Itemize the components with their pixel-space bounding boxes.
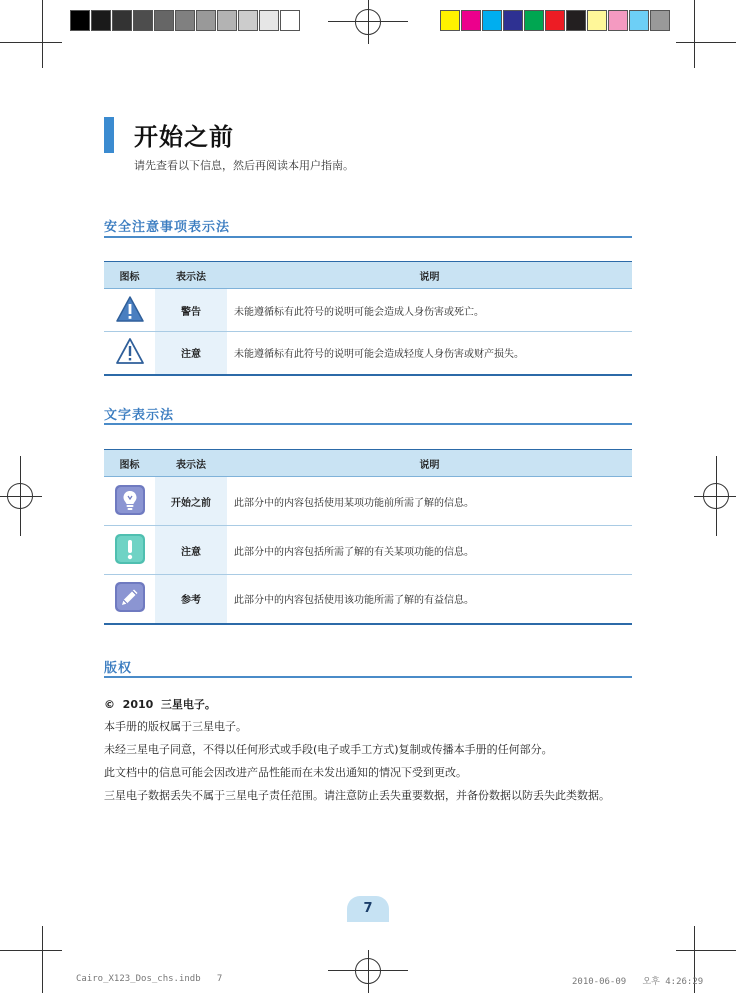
table-header-row [104, 450, 632, 477]
crop-mark [328, 970, 408, 971]
text-section-heading: 文字表示法 [104, 408, 175, 423]
title-accent-bar [104, 117, 114, 153]
icon-cell [104, 526, 155, 575]
table-header-row [104, 262, 632, 289]
footer-timestamp: 2010-06-09 오후 4:26:29 [572, 977, 704, 987]
gray-swatch [91, 10, 111, 31]
gray-swatch [280, 10, 300, 31]
description-cell: 未能遵循标有此符号的说明可能会造成人身伤害或死亡。 [227, 289, 632, 332]
gray-swatch [154, 10, 174, 31]
crop-mark [694, 496, 736, 497]
color-swatch-bar [440, 10, 671, 31]
notation-cell: 开始之前 [155, 477, 227, 526]
description-cell: 此部分中的内容包括使用该功能所需了解的有益信息。 [227, 575, 632, 624]
text-notation-table [104, 449, 632, 625]
table-row [104, 477, 632, 526]
table-row [104, 332, 632, 375]
table-row [104, 575, 632, 624]
gray-swatch [133, 10, 153, 31]
copyright-paragraph: 三星电子数据丢失不属于三星电子责任范围。请注意防止丢失重要数据，并备份数据以防丢失此类数据。 [104, 789, 610, 802]
section-divider [104, 423, 632, 425]
crop-mark [368, 0, 369, 44]
section-divider [104, 676, 632, 678]
icon-cell [104, 332, 155, 375]
gray-swatch [175, 10, 195, 31]
icon-cell [104, 575, 155, 624]
description-cell: 此部分中的内容包括使用某项功能前所需了解的信息。 [227, 477, 632, 526]
copyright-paragraph: 未经三星电子同意，不得以任何形式或手段(电子或手工方式)复制或传播本手册的任何部分。 [104, 743, 553, 756]
copyright-section-heading: 版权 [104, 661, 133, 676]
warning-triangle-filled-icon [115, 295, 145, 323]
copyright-paragraph: 此文档中的信息可能会因改进产品性能而在未发出通知的情况下受到更改。 [104, 766, 467, 779]
gray-swatch [217, 10, 237, 31]
page-number-tab [347, 896, 389, 922]
footer-filename: Cairo_X123_Dos_chs.indb 7 [76, 974, 223, 984]
page-title: 开始之前 [134, 123, 234, 151]
exclamation-icon [114, 533, 146, 565]
color-swatch [503, 10, 523, 31]
notation-cell: 注意 [155, 526, 227, 575]
crop-mark [694, 0, 695, 68]
crop-mark [676, 950, 736, 951]
notation-cell: 注意 [155, 332, 227, 375]
color-swatch [566, 10, 586, 31]
page-subtitle: 请先查看以下信息，然后再阅读本用户指南。 [134, 159, 354, 172]
color-swatch [650, 10, 670, 31]
color-swatch [629, 10, 649, 31]
crop-mark [0, 950, 62, 951]
crop-mark [328, 21, 408, 22]
table-row [104, 289, 632, 332]
color-swatch [545, 10, 565, 31]
crop-mark [0, 42, 62, 43]
section-divider [104, 236, 632, 238]
gray-swatch [238, 10, 258, 31]
safety-table [104, 261, 632, 376]
color-swatch [608, 10, 628, 31]
safety-section-heading: 安全注意事项表示法 [104, 220, 231, 235]
description-cell: 此部分中的内容包括所需了解的有关某项功能的信息。 [227, 526, 632, 575]
color-swatch [524, 10, 544, 31]
crop-mark [368, 950, 369, 993]
pencil-icon [114, 581, 146, 613]
column-header-icon: 图标 [104, 262, 155, 289]
lightbulb-icon [114, 484, 146, 516]
copyright-paragraph: 本手册的版权属于三星电子。 [104, 720, 247, 733]
crop-mark [42, 926, 43, 993]
column-header-description: 说明 [227, 450, 632, 477]
table-row [104, 526, 632, 575]
crop-mark [676, 42, 736, 43]
notation-cell: 警告 [155, 289, 227, 332]
description-cell: 未能遵循标有此符号的说明可能会造成轻度人身伤害或财产损失。 [227, 332, 632, 375]
color-swatch [587, 10, 607, 31]
page-number: 7 [363, 901, 373, 916]
icon-cell [104, 289, 155, 332]
crop-mark [42, 0, 43, 68]
copyright-notice: © 2010 三星电子。 [104, 698, 216, 711]
column-header-notation: 表示法 [155, 450, 227, 477]
column-header-notation: 表示法 [155, 262, 227, 289]
column-header-description: 说明 [227, 262, 632, 289]
column-header-icon: 图标 [104, 450, 155, 477]
gray-swatch [259, 10, 279, 31]
gray-swatch-bar [70, 10, 301, 31]
gray-swatch [112, 10, 132, 31]
gray-swatch [196, 10, 216, 31]
crop-mark [0, 496, 42, 497]
icon-cell [104, 477, 155, 526]
gray-swatch [70, 10, 90, 31]
notation-cell: 参考 [155, 575, 227, 624]
color-swatch [461, 10, 481, 31]
color-swatch [440, 10, 460, 31]
caution-triangle-outline-icon [115, 337, 145, 365]
color-swatch [482, 10, 502, 31]
